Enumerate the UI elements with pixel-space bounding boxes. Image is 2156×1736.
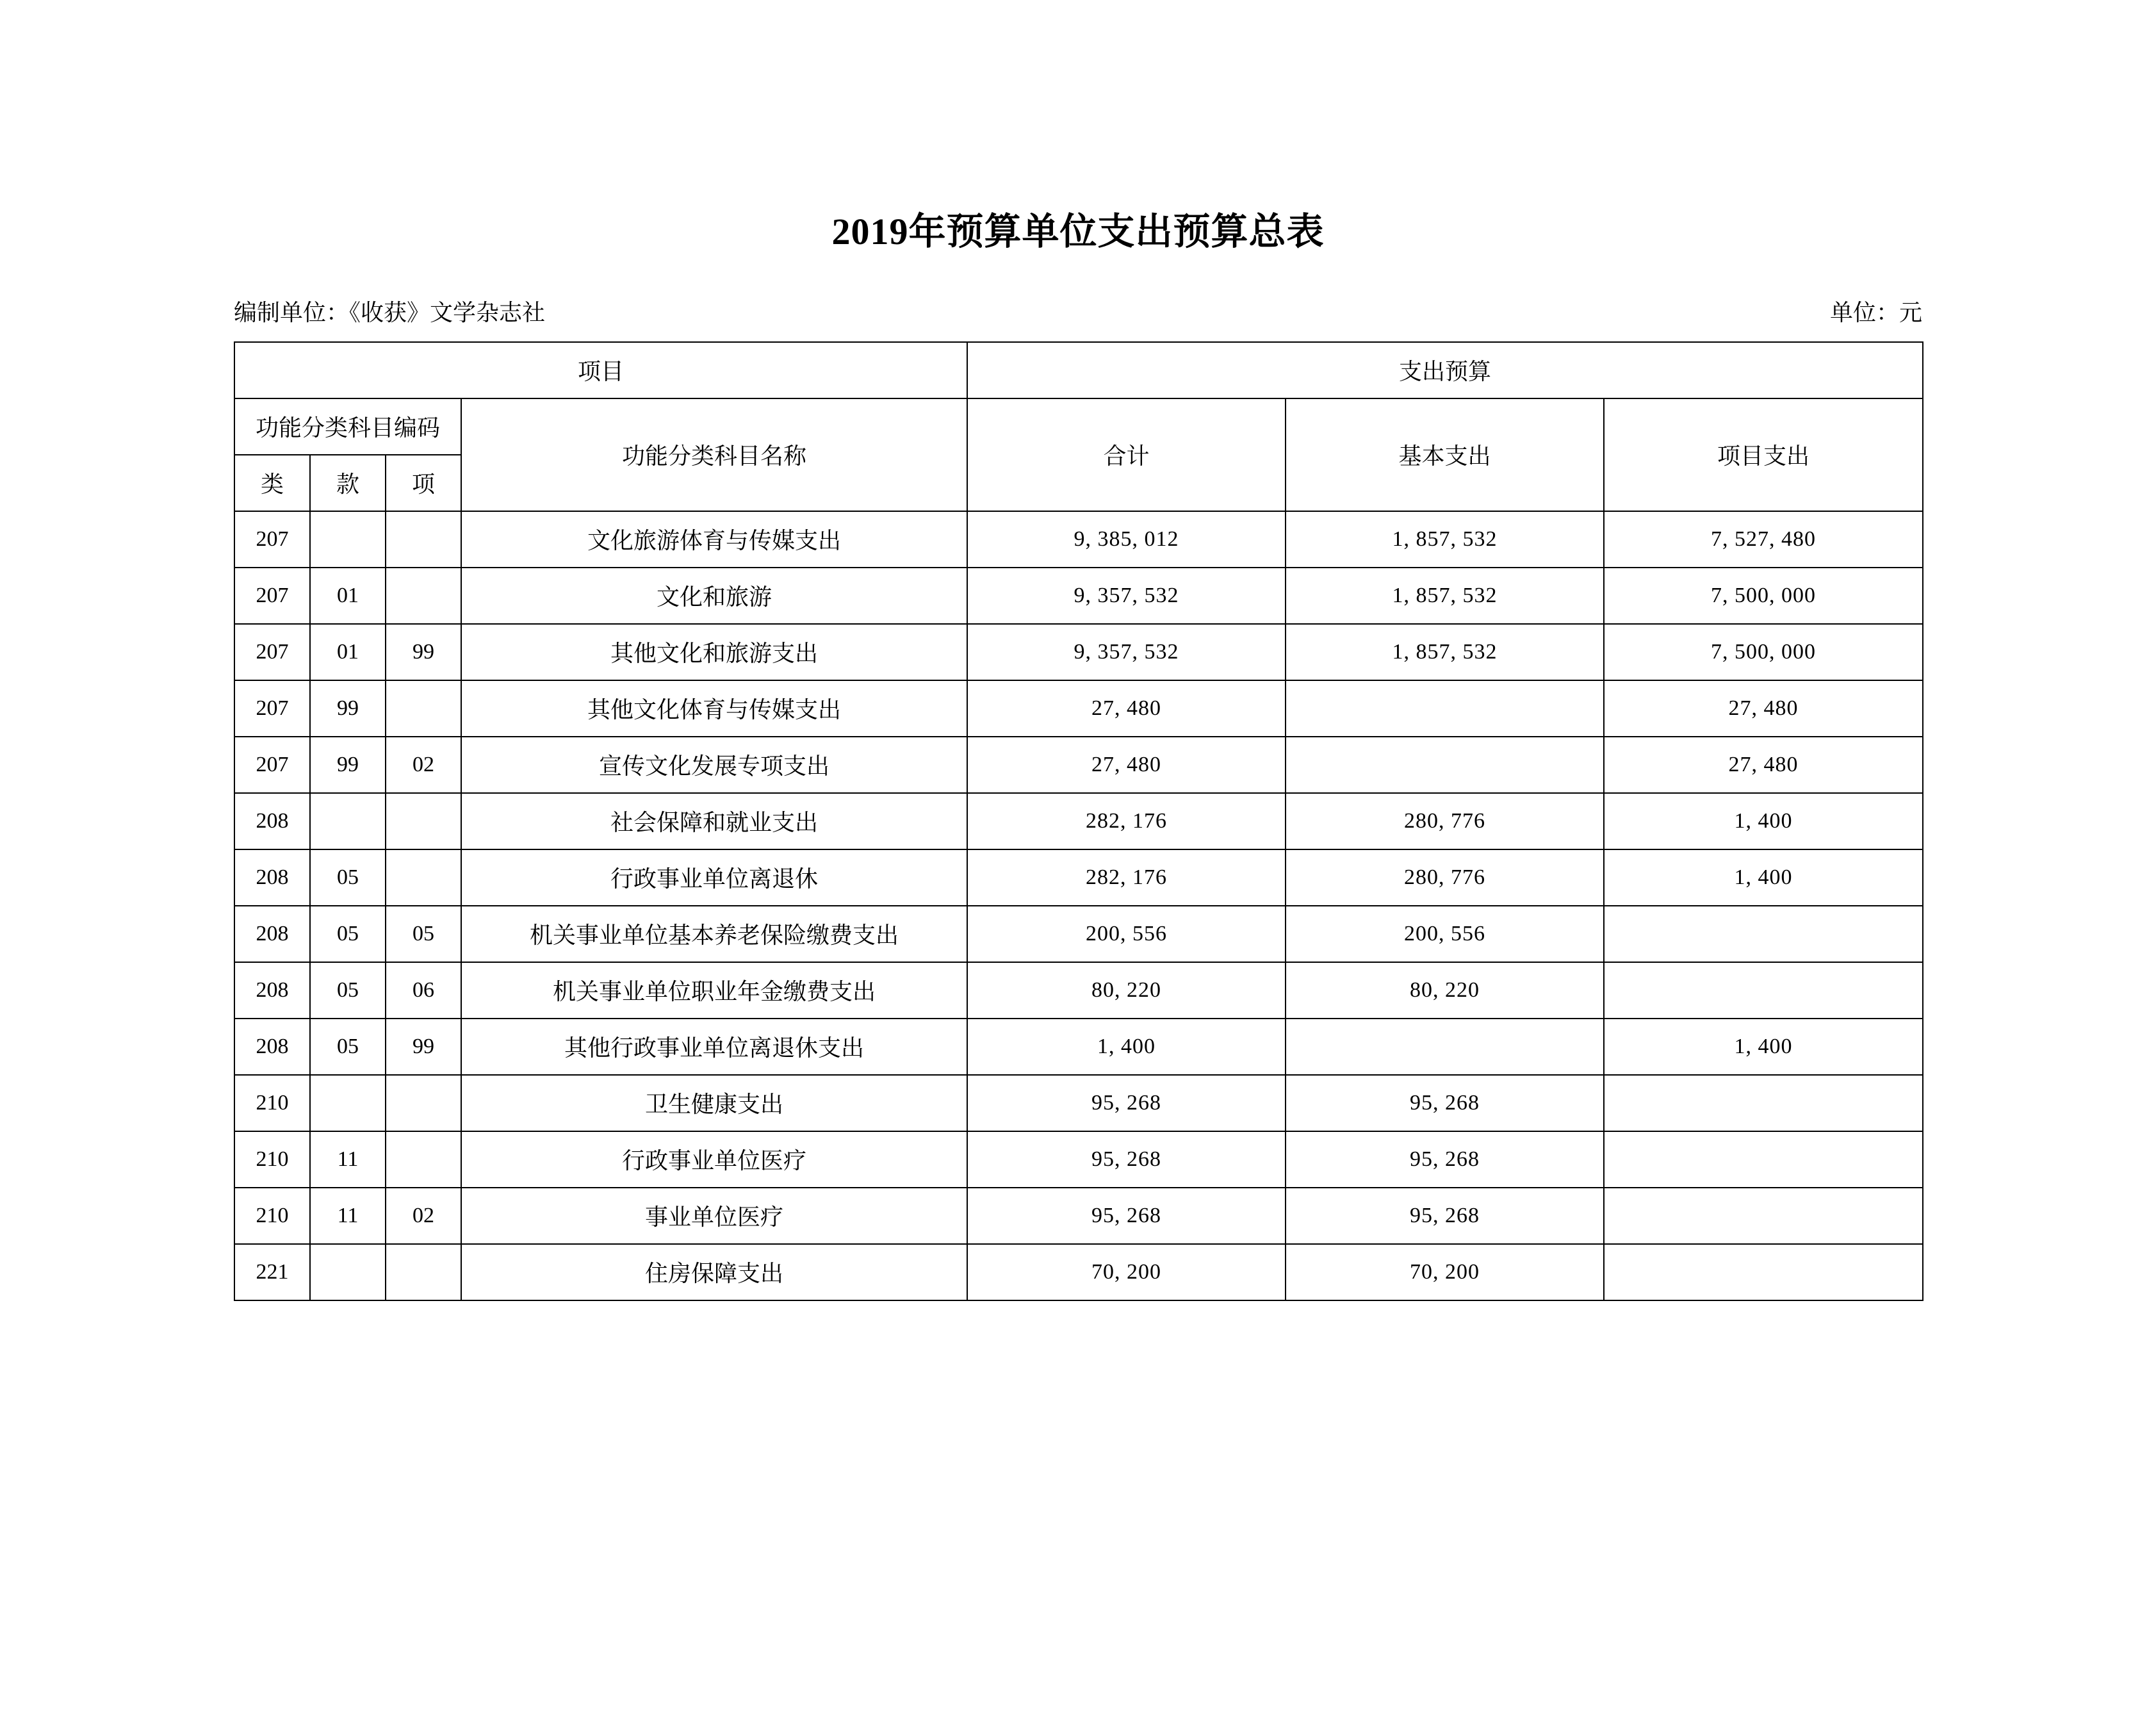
table-row <box>234 737 1923 793</box>
cell-basic <box>1286 1019 1604 1075</box>
table-row <box>234 1244 1923 1300</box>
table-body <box>234 511 1923 1300</box>
cell-code-lei: 207 <box>234 737 310 793</box>
cell-basic <box>1286 737 1604 793</box>
cell-code-kuan: 05 <box>310 849 386 906</box>
header-group-budget: 支出预算 <box>967 342 1923 398</box>
cell-code-xiang <box>386 793 461 849</box>
cell-subject-name: 机关事业单位职业年金缴费支出 <box>461 962 967 1019</box>
cell-basic: 1, 857, 532 <box>1286 624 1604 680</box>
cell-project <box>1604 962 1923 1019</box>
cell-total: 95, 268 <box>967 1131 1286 1188</box>
cell-code-lei: 208 <box>234 906 310 962</box>
cell-subject-name: 事业单位医疗 <box>461 1188 967 1244</box>
header-group-project: 项目 <box>234 342 967 398</box>
cell-project: 7, 500, 000 <box>1604 568 1923 624</box>
currency-unit-label: 单位：元 <box>1829 299 1922 325</box>
cell-basic: 1, 857, 532 <box>1286 511 1604 568</box>
cell-subject-name: 卫生健康支出 <box>461 1075 967 1131</box>
cell-subject-name: 行政事业单位医疗 <box>461 1131 967 1188</box>
cell-project: 1, 400 <box>1604 849 1923 906</box>
cell-total: 27, 480 <box>967 680 1286 737</box>
cell-project: 7, 527, 480 <box>1604 511 1923 568</box>
header-project-expenditure: 项目支出 <box>1604 398 1923 511</box>
table-row <box>234 1131 1923 1188</box>
cell-total: 27, 480 <box>967 737 1286 793</box>
cell-code-kuan: 01 <box>310 568 386 624</box>
table-header <box>234 342 1923 511</box>
header-code-kuan: 款 <box>310 455 386 511</box>
cell-total: 200, 556 <box>967 906 1286 962</box>
table-row <box>234 624 1923 680</box>
cell-subject-name: 机关事业单位基本养老保险缴费支出 <box>461 906 967 962</box>
cell-basic: 80, 220 <box>1286 962 1604 1019</box>
cell-basic: 1, 857, 532 <box>1286 568 1604 624</box>
table-header-row-codes <box>234 398 1923 455</box>
cell-basic <box>1286 680 1604 737</box>
cell-code-lei: 207 <box>234 568 310 624</box>
cell-code-xiang <box>386 511 461 568</box>
cell-code-lei: 208 <box>234 962 310 1019</box>
cell-code-kuan: 99 <box>310 737 386 793</box>
header-code-group: 功能分类科目编码 <box>234 398 461 455</box>
compiling-unit-label: 编制单位：《收获》文学杂志社 <box>234 299 546 325</box>
cell-subject-name: 其他行政事业单位离退休支出 <box>461 1019 967 1075</box>
cell-total: 95, 268 <box>967 1188 1286 1244</box>
document-page <box>0 211 2156 1736</box>
table-row <box>234 962 1923 1019</box>
cell-total: 9, 357, 532 <box>967 624 1286 680</box>
cell-code-lei: 210 <box>234 1188 310 1244</box>
cell-code-xiang <box>386 1075 461 1131</box>
document-meta <box>234 295 1922 327</box>
cell-project <box>1604 1244 1923 1300</box>
cell-code-xiang: 99 <box>386 1019 461 1075</box>
cell-basic: 280, 776 <box>1286 793 1604 849</box>
cell-total: 95, 268 <box>967 1075 1286 1131</box>
cell-basic: 200, 556 <box>1286 906 1604 962</box>
cell-subject-name: 宣传文化发展专项支出 <box>461 737 967 793</box>
table-row <box>234 1075 1923 1131</box>
cell-code-xiang <box>386 568 461 624</box>
header-subject-name: 功能分类科目名称 <box>461 398 967 511</box>
cell-code-kuan: 11 <box>310 1188 386 1244</box>
table-row <box>234 793 1923 849</box>
header-code-lei: 类 <box>234 455 310 511</box>
cell-code-kuan: 01 <box>310 624 386 680</box>
cell-basic: 280, 776 <box>1286 849 1604 906</box>
cell-code-kuan: 05 <box>310 962 386 1019</box>
cell-code-xiang <box>386 849 461 906</box>
cell-code-kuan <box>310 1244 386 1300</box>
cell-project <box>1604 1131 1923 1188</box>
cell-code-xiang: 02 <box>386 1188 461 1244</box>
cell-code-kuan: 11 <box>310 1131 386 1188</box>
table-row <box>234 680 1923 737</box>
cell-code-kuan <box>310 511 386 568</box>
header-basic-expenditure: 基本支出 <box>1286 398 1604 511</box>
cell-code-lei: 210 <box>234 1131 310 1188</box>
cell-subject-name: 住房保障支出 <box>461 1244 967 1300</box>
cell-code-lei: 221 <box>234 1244 310 1300</box>
cell-total: 282, 176 <box>967 849 1286 906</box>
cell-total: 80, 220 <box>967 962 1286 1019</box>
budget-table <box>234 341 1923 1301</box>
cell-code-kuan: 05 <box>310 1019 386 1075</box>
cell-code-lei: 208 <box>234 1019 310 1075</box>
cell-subject-name: 行政事业单位离退休 <box>461 849 967 906</box>
cell-total: 70, 200 <box>967 1244 1286 1300</box>
cell-code-lei: 210 <box>234 1075 310 1131</box>
cell-basic: 95, 268 <box>1286 1131 1604 1188</box>
cell-total: 1, 400 <box>967 1019 1286 1075</box>
cell-subject-name: 其他文化体育与传媒支出 <box>461 680 967 737</box>
cell-code-xiang <box>386 1244 461 1300</box>
table-row <box>234 849 1923 906</box>
cell-code-kuan <box>310 1075 386 1131</box>
cell-code-lei: 207 <box>234 624 310 680</box>
cell-total: 282, 176 <box>967 793 1286 849</box>
table-row <box>234 1019 1923 1075</box>
cell-project: 1, 400 <box>1604 793 1923 849</box>
cell-basic: 95, 268 <box>1286 1188 1604 1244</box>
cell-project <box>1604 1075 1923 1131</box>
table-row <box>234 906 1923 962</box>
cell-code-kuan: 05 <box>310 906 386 962</box>
cell-code-xiang <box>386 1131 461 1188</box>
header-total: 合计 <box>967 398 1286 511</box>
page-title: 2019年预算单位支出预算总表 <box>831 211 1325 252</box>
cell-code-kuan: 99 <box>310 680 386 737</box>
table-header-row-group <box>234 342 1923 398</box>
cell-basic: 70, 200 <box>1286 1244 1604 1300</box>
cell-project: 27, 480 <box>1604 680 1923 737</box>
cell-total: 9, 385, 012 <box>967 511 1286 568</box>
cell-basic: 95, 268 <box>1286 1075 1604 1131</box>
table-row <box>234 568 1923 624</box>
cell-code-xiang: 06 <box>386 962 461 1019</box>
table-row <box>234 511 1923 568</box>
cell-project <box>1604 906 1923 962</box>
cell-code-xiang: 05 <box>386 906 461 962</box>
cell-subject-name: 其他文化和旅游支出 <box>461 624 967 680</box>
header-code-xiang: 项 <box>386 455 461 511</box>
cell-subject-name: 社会保障和就业支出 <box>461 793 967 849</box>
cell-code-xiang: 02 <box>386 737 461 793</box>
cell-code-lei: 208 <box>234 849 310 906</box>
cell-code-xiang: 99 <box>386 624 461 680</box>
cell-code-lei: 207 <box>234 511 310 568</box>
cell-code-xiang <box>386 680 461 737</box>
cell-project <box>1604 1188 1923 1244</box>
cell-subject-name: 文化和旅游 <box>461 568 967 624</box>
cell-project: 7, 500, 000 <box>1604 624 1923 680</box>
cell-project: 27, 480 <box>1604 737 1923 793</box>
cell-project: 1, 400 <box>1604 1019 1923 1075</box>
cell-code-lei: 207 <box>234 680 310 737</box>
cell-code-kuan <box>310 793 386 849</box>
cell-code-lei: 208 <box>234 793 310 849</box>
cell-total: 9, 357, 532 <box>967 568 1286 624</box>
table-row <box>234 1188 1923 1244</box>
cell-subject-name: 文化旅游体育与传媒支出 <box>461 511 967 568</box>
